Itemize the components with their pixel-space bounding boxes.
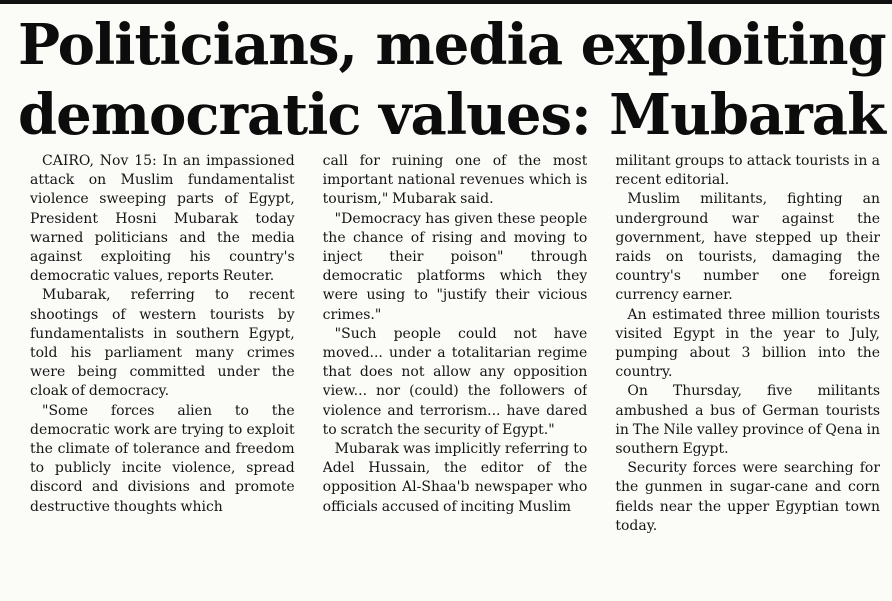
headline-line-2: democratic values: Mubarak: [18, 82, 885, 148]
article-paragraph: militant groups to attack tourists in a recent editorial.: [615, 153, 881, 189]
article-paragraph: "Such people could not have moved... under a totalitarian regime that does not allow any opposition view... nor (could) the followers of violence and terrorism... have dared to scratch the security of Egypt.": [322, 325, 588, 438]
article-paragraph: Muslim militants, fighting an underground war against the government, have stepped up their raids on tourists, damaging the country's number one foreign currency earner.: [615, 191, 881, 304]
article-body: [30, 152, 880, 598]
article-paragraph: [30, 152, 295, 286]
article-paragraph: On Thursday, five militants ambushed a bus of German tourists in The Nile valley province of Qena in southern Egypt.: [615, 383, 881, 458]
paragraph-text: In an impassioned attack on Muslim fundamentalist violence sweeping parts of Egypt, President Hosni Mubarak today warned politicians and the media against exploiting his country's democratic values, reports Reuter.: [30, 153, 295, 285]
article-paragraph: "Democracy has given these people the chance of rising and moving to inject their poison" through democratic platforms which they were using to "justify their vicious crimes.": [322, 210, 588, 323]
article-paragraph: call for ruining one of the most important national revenues which is tourism," Mubarak said.: [322, 153, 588, 208]
article-column-2: [323, 152, 588, 598]
article-column-3: [615, 152, 880, 598]
article-paragraph: An estimated three million tourists visited Egypt in the year to July, pumping about 3 billion into the country.: [615, 306, 881, 381]
article-paragraph: Mubarak was implicitly referring to Adel Hussain, the editor of the opposition Al-Shaa'b newspaper who officials accused of inciting Muslim: [322, 441, 588, 515]
article-paragraph: Mubarak, referring to recent shootings of western tourists by fundamentalists in southern Egypt, told his parliament many crimes were being committed under the cloak of democracy.: [30, 287, 295, 400]
headline-line-1: Politicians, media exploiting: [18, 12, 886, 78]
dateline: CAIRO, Nov 15:: [42, 153, 157, 169]
article-paragraph: "Some forces alien to the democratic work are trying to exploit the climate of tolerance and freedom to publicly incite violence, spread discord and divisions and promote destructive thoughts which: [30, 402, 295, 515]
article-paragraph: Security forces were searching for the gunmen in sugar-cane and corn fields near the upper Egyptian town today.: [615, 460, 881, 534]
article-column-1: [30, 152, 295, 598]
